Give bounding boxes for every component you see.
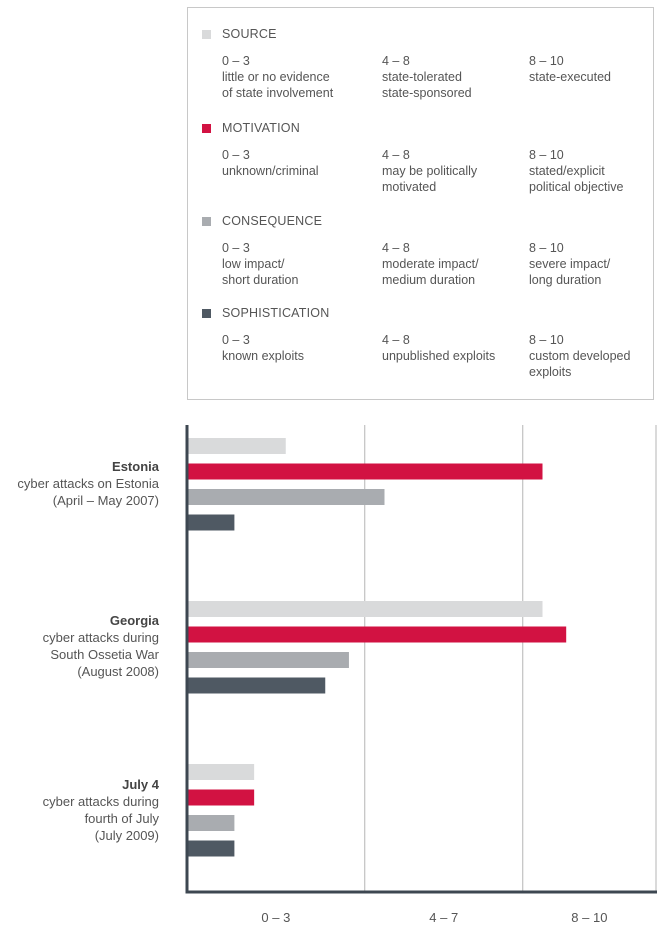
legend-range: 0 – 3 bbox=[222, 333, 250, 347]
legend-desc: low impact/ short duration bbox=[222, 257, 299, 287]
bar-july-4-consequence bbox=[187, 815, 234, 831]
legend-title-source: SOURCE bbox=[222, 27, 277, 41]
bar-georgia-sophistication bbox=[187, 678, 325, 694]
bar-georgia-motivation bbox=[187, 627, 566, 643]
legend-range: 4 – 8 bbox=[382, 54, 410, 68]
bar-estonia-source bbox=[187, 438, 286, 454]
legend-title-sophistication: SOPHISTICATION bbox=[222, 306, 330, 320]
legend-desc: state-tolerated state-sponsored bbox=[382, 70, 472, 100]
group-desc: cyber attacks on Estonia (April – May 2007) bbox=[17, 476, 159, 508]
legend-range: 0 – 3 bbox=[222, 148, 250, 162]
legend-desc: moderate impact/ medium duration bbox=[382, 257, 479, 287]
legend-title-consequence: CONSEQUENCE bbox=[222, 214, 323, 228]
legend-desc: known exploits bbox=[222, 349, 304, 363]
legend-range: 0 – 3 bbox=[222, 241, 250, 255]
x-tick-label: 8 – 10 bbox=[571, 910, 608, 925]
legend-range: 8 – 10 bbox=[529, 148, 564, 162]
legend-desc: stated/explicit political objective bbox=[529, 164, 624, 194]
bar-estonia-motivation bbox=[187, 464, 543, 480]
legend-desc: unpublished exploits bbox=[382, 349, 496, 363]
group-desc: cyber attacks during fourth of July (July 2009) bbox=[42, 794, 159, 843]
group-name: Georgia bbox=[109, 613, 159, 628]
legend-range: 4 – 8 bbox=[382, 333, 410, 347]
legend-desc: custom developed exploits bbox=[529, 349, 631, 379]
legend-desc: may be politically motivated bbox=[382, 164, 478, 194]
bar-july-4-sophistication bbox=[187, 841, 234, 857]
legend-range: 8 – 10 bbox=[529, 54, 564, 68]
bar-estonia-consequence bbox=[187, 489, 385, 505]
legend-range: 4 – 8 bbox=[382, 148, 410, 162]
legend-range: 8 – 10 bbox=[529, 241, 564, 255]
legend-desc: state-executed bbox=[529, 70, 611, 84]
legend-desc: unknown/criminal bbox=[222, 164, 319, 178]
group-name: July 4 bbox=[122, 777, 159, 792]
legend-range: 0 – 3 bbox=[222, 54, 250, 68]
legend-title-motivation: MOTIVATION bbox=[222, 121, 300, 135]
x-tick-label: 4 – 7 bbox=[429, 910, 459, 925]
legend-range: 8 – 10 bbox=[529, 333, 564, 347]
bar-estonia-sophistication bbox=[187, 515, 234, 531]
legend-desc: severe impact/ long duration bbox=[529, 257, 611, 287]
bar-georgia-source bbox=[187, 601, 543, 617]
bar-georgia-consequence bbox=[187, 652, 349, 668]
bar-july-4-source bbox=[187, 764, 254, 780]
legend-range: 4 – 8 bbox=[382, 241, 410, 255]
group-desc: cyber attacks during South Ossetia War (August 2008) bbox=[42, 630, 159, 679]
x-tick-label: 0 – 3 bbox=[261, 910, 291, 925]
group-name: Estonia bbox=[112, 459, 159, 474]
bar-july-4-motivation bbox=[187, 790, 254, 806]
legend-desc: little or no evidence of state involvement bbox=[222, 70, 334, 100]
